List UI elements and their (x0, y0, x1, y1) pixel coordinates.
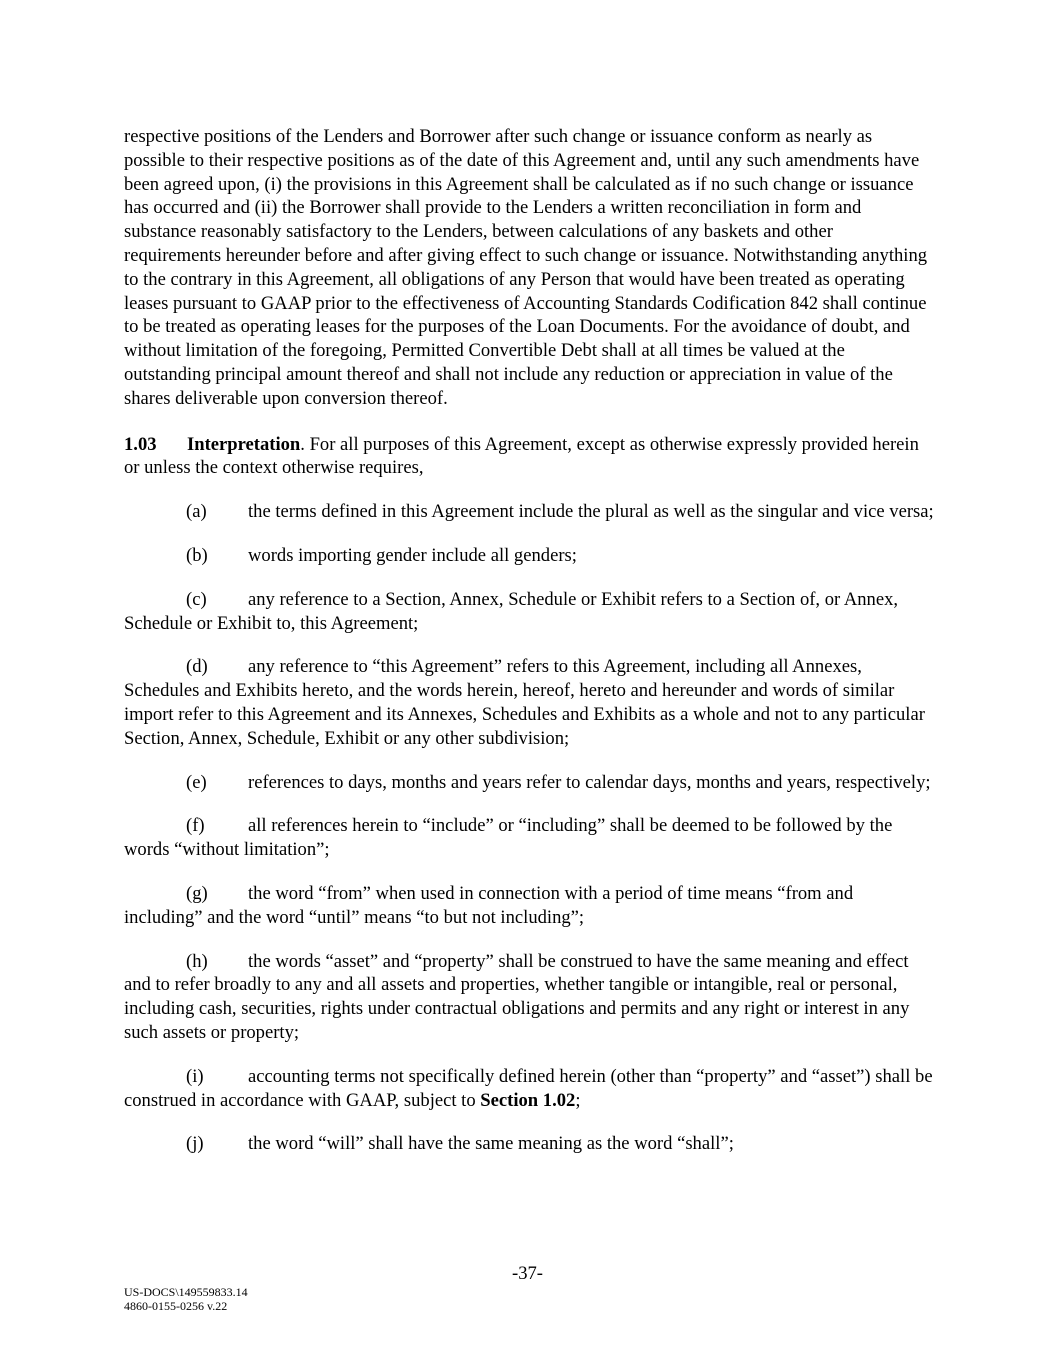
item-label: (c) (186, 588, 207, 610)
list-item-h (124, 950, 934, 1045)
list-item-b (124, 544, 934, 568)
item-text: references to days, months and years refer to calendar days, months and years, respectively; (248, 771, 931, 793)
item-label: (f) (186, 815, 205, 837)
list-item-f (124, 814, 934, 862)
item-label: (h) (186, 950, 208, 972)
item-text-tail: ; (575, 1089, 581, 1111)
document-page (124, 125, 934, 1176)
section-title: Interpretation (187, 433, 301, 455)
item-label: (j) (186, 1133, 204, 1155)
list-item-e (124, 771, 934, 795)
list-item-i (124, 1065, 934, 1113)
item-label: (a) (186, 501, 207, 523)
item-text: words importing gender include all genders; (248, 544, 577, 566)
item-text: any reference to “this Agreement” refers to this Agreement, including all Annexes, Schedules and Exhibits hereto, and the words herein, hereof, hereto and hereunder and words of similar import refer to this Agreement and its Annexes, Schedules and Exhibits as a whole and not to any particular Section, Annex, Schedule, Exhibit or any other subdivision; (124, 656, 925, 749)
item-label: (e) (186, 771, 207, 793)
item-text: the word “from” when used in connection with a period of time means “from and including” and the word “until” means “to but not including”; (124, 882, 854, 928)
list-item-c (124, 588, 934, 636)
page-number: -37- (512, 1263, 543, 1284)
item-label: (g) (186, 882, 208, 904)
item-text: the terms defined in this Agreement include the plural as well as the singular and vice versa; (248, 501, 934, 523)
item-text: all references herein to “include” or “including” shall be deemed to be followed by the words “without limitation”; (124, 815, 893, 861)
item-label: (b) (186, 544, 208, 566)
section-intro: . For all purposes of this Agreement, except as otherwise expressly provided herein or unless the context otherwise requires, (124, 433, 919, 479)
list-item-j (124, 1132, 934, 1156)
item-label: (d) (186, 656, 208, 678)
item-text: the words “asset” and “property” shall be construed to have the same meaning and effect and to refer broadly to any and all assets and properties, whether tangible or intangible, real or personal, including cash, securities, rights under contractual obligations and permits and any right or interest in any such assets or property; (124, 950, 910, 1043)
footer-doc-id: US-DOCS\149559833.14 (124, 1285, 248, 1299)
list-item-d (124, 655, 934, 750)
footer-version: 4860-0155-0256 v.22 (124, 1299, 228, 1313)
item-text: any reference to a Section, Annex, Schedule or Exhibit refers to a Section of, or Annex, Schedule or Exhibit to, this Agreement; (124, 588, 899, 634)
intro-paragraph: respective positions of the Lenders and Borrower after such change or issuance conform as nearly as possible to their respective positions as of the date of this Agreement and, until any such amendments have been agreed upon, (i) the provisions in this Agreement shall be calculated as if no such change or issuance has occurred and (ii) the Borrower shall provide to the Lenders a written reconciliation in form and substance reasonably satisfactory to the Lenders, between calculations of any baskets and other requirements hereunder before and after giving effect to such change or issuance. Notwithstanding anything to the contrary in this Agreement, all obligations of any Person that would have been treated as operating leases pursuant to GAAP prior to the effectiveness of Accounting Standards Codification 842 shall continue to be treated as operating leases for the purposes of the Loan Documents. For the avoidance of doubt, and without limitation of the foregoing, Permitted Convertible Debt shall at all times be valued at the outstanding principal amount thereof and shall not include any reduction or appreciation in value of the shares deliverable upon conversion thereof. (124, 126, 928, 409)
item-label: (i) (186, 1065, 204, 1087)
list-item-g (124, 882, 934, 930)
document-footer (124, 1285, 248, 1313)
list-item-a (124, 500, 934, 524)
section-reference: Section 1.02 (480, 1089, 576, 1111)
item-text: the word “will” shall have the same meaning as the word “shall”; (248, 1133, 734, 1155)
item-text: accounting terms not specifically defined herein (other than “property” and “asset”) shall be construed in accordance with GAAP, subject to (124, 1065, 933, 1111)
section-heading (124, 433, 934, 481)
section-number: 1.03 (124, 433, 157, 455)
